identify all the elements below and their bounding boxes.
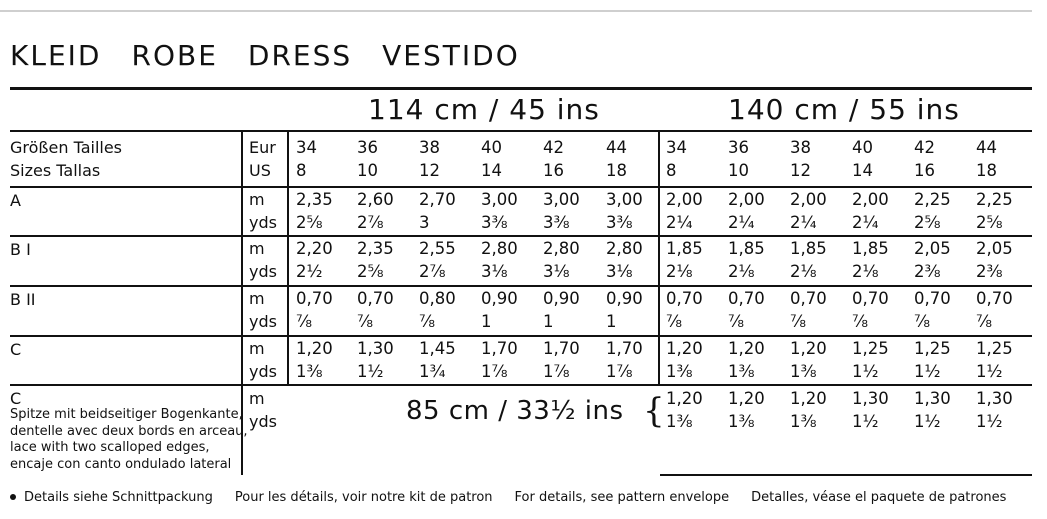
meters-value: 2,80 — [606, 239, 643, 258]
title-french: ROBE — [131, 39, 218, 72]
unit-yards: yds — [249, 262, 277, 281]
title-spanish: VESTIDO — [382, 39, 520, 72]
us-size: 12 — [790, 161, 811, 180]
yards-value: 3⅜ — [481, 213, 508, 232]
meters-value: 0,70 — [914, 289, 951, 308]
yards-value: 1⅜ — [728, 362, 755, 381]
meters-value: 1,85 — [728, 239, 765, 258]
meters-value: 1,30 — [357, 339, 394, 358]
meters-value: 2,05 — [976, 239, 1013, 258]
meters-value: 2,80 — [543, 239, 580, 258]
meters-value: 1,20 — [728, 339, 765, 358]
yards-value: ⅞ — [790, 312, 806, 331]
yards-value: 2¼ — [728, 213, 755, 232]
yards-value: ⅞ — [976, 312, 992, 331]
meters-value: 3,00 — [481, 190, 518, 209]
meters-value: 1,70 — [481, 339, 518, 358]
yards-value: 2⅞ — [419, 262, 446, 281]
yards-value: 2⅛ — [852, 262, 879, 281]
meters-value: 1,85 — [852, 239, 889, 258]
lace-yards-value: 1½ — [852, 412, 879, 431]
lace-desc-line: encaje con canto ondulado lateral — [10, 456, 232, 472]
meters-value: 1,20 — [790, 339, 827, 358]
meters-value: 2,00 — [852, 190, 889, 209]
yards-value: 1⅞ — [481, 362, 508, 381]
meters-value: 3,00 — [606, 190, 643, 209]
yards-value: 1⅜ — [790, 362, 817, 381]
us-size: 12 — [419, 161, 440, 180]
meters-value: 0,80 — [419, 289, 456, 308]
meters-value: 0,70 — [728, 289, 765, 308]
eur-size: 44 — [606, 138, 627, 157]
row-label-c: C — [10, 340, 22, 359]
us-size: 10 — [728, 161, 749, 180]
eur-size: 36 — [728, 138, 749, 157]
meters-value: 2,70 — [419, 190, 456, 209]
unit-meters: m — [249, 239, 265, 258]
meters-value: 2,20 — [296, 239, 333, 258]
unit-meters: m — [249, 289, 265, 308]
meters-value: 2,00 — [790, 190, 827, 209]
yards-value: 2⅛ — [666, 262, 693, 281]
width-group-divider — [658, 130, 660, 384]
bullet-icon — [10, 494, 16, 500]
lace-yards-value: 1⅜ — [728, 412, 755, 431]
meters-value: 0,70 — [790, 289, 827, 308]
title-german: KLEID — [10, 39, 102, 72]
yards-value: 2½ — [296, 262, 323, 281]
row-divider — [10, 186, 1032, 188]
yards-value: 2⅝ — [914, 213, 941, 232]
footer-note-fr: Pour les détails, voir notre kit de patron — [234, 490, 493, 505]
yards-value: 1¾ — [419, 362, 446, 381]
meters-value: 2,35 — [296, 190, 333, 209]
yards-value: ⅞ — [728, 312, 744, 331]
yards-value: ⅞ — [914, 312, 930, 331]
unit-yards: yds — [249, 362, 277, 381]
lace-desc-line: dentelle avec deux bords en arceau, — [10, 423, 248, 439]
meters-value: 2,55 — [419, 239, 456, 258]
meters-value: 0,90 — [606, 289, 643, 308]
us-size: 8 — [666, 161, 677, 180]
yards-value: ⅞ — [666, 312, 682, 331]
yards-value: 1⅞ — [606, 362, 633, 381]
yards-value: ⅞ — [852, 312, 868, 331]
us-size: 18 — [976, 161, 997, 180]
lace-meters-value: 1,20 — [728, 389, 765, 408]
footer-text-de: Details siehe Schnittpackung — [24, 490, 213, 505]
lace-yards-value: 1½ — [914, 412, 941, 431]
meters-value: 2,25 — [914, 190, 951, 209]
meters-value: 1,70 — [543, 339, 580, 358]
row-label-b1: B I — [10, 240, 31, 259]
lace-yards-value: 1½ — [976, 412, 1003, 431]
lace-meters-value: 1,30 — [914, 389, 951, 408]
yards-value: 3⅛ — [543, 262, 570, 281]
us-size: 14 — [852, 161, 873, 180]
lace-description — [10, 407, 248, 473]
lace-yards-value: 1⅜ — [790, 412, 817, 431]
footer-note-de — [10, 488, 213, 508]
row-label-b2: B II — [10, 290, 36, 309]
eur-size: 42 — [543, 138, 564, 157]
lace-desc-line: Spitze mit beidseitiger Bogenkante, — [10, 407, 243, 422]
title-english: DRESS — [247, 39, 353, 72]
eur-size: 44 — [976, 138, 997, 157]
meters-value: 2,00 — [728, 190, 765, 209]
meters-value: 0,70 — [852, 289, 889, 308]
unit-yards: yds — [249, 412, 277, 431]
fabric-width-114: 114 cm / 45 ins — [368, 93, 600, 126]
yards-value: 2⅜ — [914, 262, 941, 281]
eur-size: 36 — [357, 138, 378, 157]
yards-value: 3⅜ — [543, 213, 570, 232]
lace-meters-value: 1,20 — [790, 389, 827, 408]
footer-note-en: For details, see pattern envelope — [514, 490, 730, 505]
row-divider — [10, 335, 1032, 337]
meters-value: 0,90 — [543, 289, 580, 308]
meters-value: 1,45 — [419, 339, 456, 358]
eur-size: 34 — [296, 138, 317, 157]
us-size: 16 — [914, 161, 935, 180]
unit-meters: m — [249, 389, 265, 408]
unit-column-divider — [287, 130, 289, 384]
yards-value: 1⅜ — [666, 362, 693, 381]
meters-value: 2,35 — [357, 239, 394, 258]
us-size: 16 — [543, 161, 564, 180]
us-size: 18 — [606, 161, 627, 180]
yards-value: 1½ — [357, 362, 384, 381]
us-label: US — [249, 161, 271, 180]
yards-value: 2⅝ — [976, 213, 1003, 232]
eur-size: 38 — [419, 138, 440, 157]
footer-note-es: Detalles, véase el paquete de patrones — [751, 490, 1007, 505]
bottom-rule — [660, 474, 1032, 476]
meters-value: 1,85 — [666, 239, 703, 258]
title-rule — [10, 87, 1032, 90]
lace-yards-value: 1⅜ — [666, 412, 693, 431]
meters-value: 3,00 — [543, 190, 580, 209]
row-label-lace: C — [10, 389, 22, 408]
size-label-en-es: Sizes Tallas — [10, 161, 101, 180]
meters-value: 0,70 — [666, 289, 703, 308]
meters-value: 0,90 — [481, 289, 518, 308]
meters-value: 1,25 — [852, 339, 889, 358]
yards-value: 2¼ — [852, 213, 879, 232]
eur-size: 42 — [914, 138, 935, 157]
eur-size: 34 — [666, 138, 687, 157]
meters-value: 1,25 — [976, 339, 1013, 358]
footer-notes — [10, 488, 1006, 508]
us-size: 14 — [481, 161, 502, 180]
unit-yards: yds — [249, 312, 277, 331]
meters-value: 2,05 — [914, 239, 951, 258]
lace-meters-value: 1,30 — [852, 389, 889, 408]
eur-size: 40 — [852, 138, 873, 157]
yards-value: 1½ — [914, 362, 941, 381]
header-rule — [10, 130, 1032, 132]
fabric-width-140: 140 cm / 55 ins — [728, 93, 960, 126]
row-label-a: A — [10, 191, 21, 210]
yards-value: 1 — [481, 312, 492, 331]
yards-value: 1 — [606, 312, 617, 331]
yards-value: ⅞ — [357, 312, 373, 331]
yards-value: 3 — [419, 213, 430, 232]
eur-size: 38 — [790, 138, 811, 157]
size-label-de-fr: Größen Tailles — [10, 138, 123, 157]
yards-value: ⅞ — [419, 312, 435, 331]
meters-value: 0,70 — [357, 289, 394, 308]
yards-value: 3⅛ — [481, 262, 508, 281]
yards-value: 2⅝ — [296, 213, 323, 232]
yards-value: 3⅛ — [606, 262, 633, 281]
lace-meters-value: 1,30 — [976, 389, 1013, 408]
meters-value: 0,70 — [296, 289, 333, 308]
yards-value: 3⅜ — [606, 213, 633, 232]
meters-value: 1,25 — [914, 339, 951, 358]
us-size: 8 — [296, 161, 307, 180]
eur-size: 40 — [481, 138, 502, 157]
yards-value: 2¼ — [790, 213, 817, 232]
lace-meters-value: 1,20 — [666, 389, 703, 408]
meters-value: 2,25 — [976, 190, 1013, 209]
yards-value: 1⅜ — [296, 362, 323, 381]
unit-yards: yds — [249, 213, 277, 232]
yards-value: 2⅞ — [357, 213, 384, 232]
us-size: 10 — [357, 161, 378, 180]
meters-value: 1,20 — [666, 339, 703, 358]
lace-width: 85 cm / 33½ ins — [406, 396, 624, 426]
yards-value: ⅞ — [296, 312, 312, 331]
yards-value: 1½ — [852, 362, 879, 381]
yards-value: 2⅛ — [728, 262, 755, 281]
top-divider — [0, 10, 1032, 12]
brace-symbol: { — [643, 391, 665, 431]
yards-value: 2⅜ — [976, 262, 1003, 281]
yards-value: 1 — [543, 312, 554, 331]
chart-title — [10, 38, 520, 74]
unit-meters: m — [249, 190, 265, 209]
yards-value: 2⅛ — [790, 262, 817, 281]
meters-value: 2,80 — [481, 239, 518, 258]
meters-value: 2,00 — [666, 190, 703, 209]
lace-desc-line: lace with two scalloped edges, — [10, 440, 210, 455]
yards-value: 1⅞ — [543, 362, 570, 381]
yards-value: 2¼ — [666, 213, 693, 232]
yards-value: 2⅝ — [357, 262, 384, 281]
meters-value: 1,70 — [606, 339, 643, 358]
row-divider — [10, 235, 1032, 237]
meters-value: 1,20 — [296, 339, 333, 358]
unit-meters: m — [249, 339, 265, 358]
meters-value: 0,70 — [976, 289, 1013, 308]
row-divider — [10, 384, 1032, 386]
meters-value: 2,60 — [357, 190, 394, 209]
eur-label: Eur — [249, 138, 276, 157]
row-divider — [10, 285, 1032, 287]
yards-value: 1½ — [976, 362, 1003, 381]
meters-value: 1,85 — [790, 239, 827, 258]
